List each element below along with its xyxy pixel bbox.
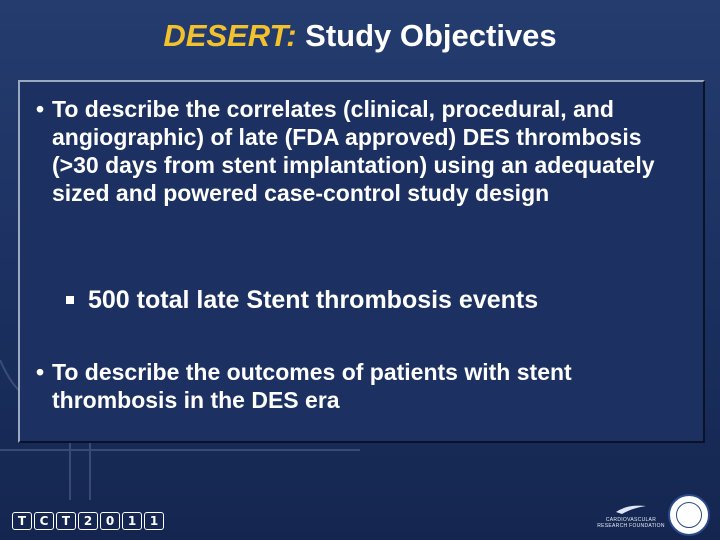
sub-bullet-text: 500 total late Stent thrombosis events bbox=[88, 286, 539, 314]
square-bullet-icon bbox=[66, 296, 74, 304]
logo-letter: 0 bbox=[100, 512, 120, 530]
slide-title bbox=[0, 18, 720, 54]
logo-letter: T bbox=[12, 512, 32, 530]
logo-letter: 2 bbox=[78, 512, 98, 530]
bullet-objective-2 bbox=[36, 358, 696, 414]
footer bbox=[0, 500, 720, 540]
bullet-text: To describe the correlates (clinical, procedural, and angiographic) of late (FDA approved) DES thrombosis (>30 days from stent implantation) using an adequately sized and powered case-control study design bbox=[52, 96, 655, 206]
crf-swoosh-icon bbox=[614, 502, 648, 516]
logo-letter: 1 bbox=[144, 512, 164, 530]
logo-letter: C bbox=[34, 512, 54, 530]
title-rest: Study Objectives bbox=[305, 18, 557, 53]
crf-text: CARDIOVASCULAR RESEARCH FOUNDATION bbox=[597, 517, 665, 529]
bullet-dot-icon: • bbox=[36, 359, 45, 385]
sub-bullet-events bbox=[66, 285, 686, 315]
logo-letter: T bbox=[56, 512, 76, 530]
crf-logo bbox=[596, 502, 666, 536]
bullet-text: To describe the outcomes of patients with stent thrombosis in the DES era bbox=[52, 359, 572, 413]
seal-icon bbox=[668, 494, 710, 536]
bullet-objective-1 bbox=[36, 95, 686, 207]
tct-2011-logo bbox=[12, 512, 164, 530]
bullet-dot-icon: • bbox=[36, 96, 45, 122]
title-emphasis: DESERT: bbox=[163, 18, 297, 53]
logo-letter: 1 bbox=[122, 512, 142, 530]
